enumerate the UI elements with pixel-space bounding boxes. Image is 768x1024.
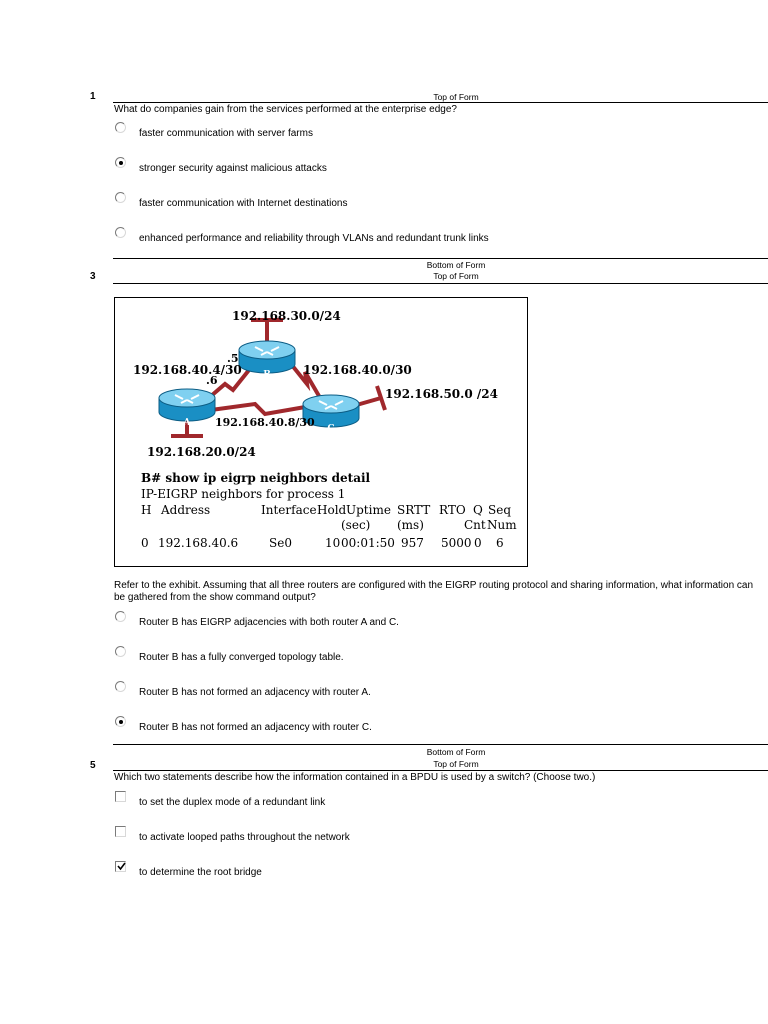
- option-label: stronger security against malicious attacks: [139, 163, 327, 174]
- router-a: [159, 389, 215, 421]
- command-line: B# show ip eigrp neighbors detail: [141, 471, 371, 485]
- exhibit-image: [114, 297, 528, 567]
- network-diagram: [115, 298, 528, 567]
- network-label: 192.168.50.0 /24: [385, 387, 498, 401]
- checkbox[interactable]: [115, 826, 126, 837]
- table-header: Q: [473, 503, 483, 517]
- table-header: Hold: [317, 503, 347, 517]
- divider: [113, 102, 768, 103]
- question-number: 3: [90, 271, 96, 282]
- table-header: Cnt: [464, 518, 486, 532]
- option-label: to determine the root bridge: [139, 867, 262, 878]
- question-number: 5: [90, 760, 96, 771]
- table-cell: 192.168.40.6: [158, 536, 239, 550]
- bottom-of-form-label: Bottom of Form: [426, 260, 486, 270]
- checkbox[interactable]: [115, 791, 126, 802]
- table-header: (sec): [341, 518, 371, 532]
- network-label: 192.168.40.8/30: [215, 416, 315, 429]
- table-cell: 0: [141, 536, 149, 550]
- network-label: 192.168.40.4/30: [133, 363, 242, 377]
- question-text: What do companies gain from the services performed at the enterprise edge?: [114, 104, 457, 115]
- radio-button-selected[interactable]: [115, 157, 126, 168]
- option-label: faster communication with Internet destinations: [139, 198, 348, 209]
- router-label: B: [263, 370, 271, 380]
- network-label: 192.168.20.0/24: [147, 445, 256, 459]
- radio-button-selected[interactable]: [115, 716, 126, 727]
- divider: [113, 283, 768, 284]
- option-label: Router B has not formed an adjacency with router C.: [139, 722, 372, 733]
- table-cell: 5000: [441, 536, 472, 550]
- table-header: H: [141, 503, 152, 517]
- table-header: Uptime: [346, 503, 391, 517]
- question-text: Refer to the exhibit. Assuming that all three routers are configured with the EIGRP routing protocol and sharing information, what information can be gathered from the show command output?: [114, 580, 754, 603]
- divider: [113, 770, 768, 771]
- divider: [113, 744, 768, 745]
- table-header: RTO: [439, 503, 466, 517]
- table-header: Address: [161, 503, 211, 517]
- table-header: Interface: [261, 503, 317, 517]
- checkbox-checked[interactable]: [115, 861, 126, 872]
- router-b: [239, 341, 295, 373]
- table-header: SRTT: [397, 503, 431, 517]
- checkmark-icon: [117, 862, 126, 871]
- table-header: Num: [487, 518, 517, 532]
- top-of-form-label: Top of Form: [433, 92, 479, 102]
- option-label: enhanced performance and reliability through VLANs and redundant trunk links: [139, 233, 489, 244]
- host-label: .5: [227, 352, 239, 365]
- network-label: 192.168.30.0/24: [232, 309, 341, 323]
- option-label: faster communication with server farms: [139, 128, 313, 139]
- table-cell: 00:01:50: [341, 536, 395, 550]
- table-cell: 6: [496, 536, 504, 550]
- table-cell: 0: [474, 536, 482, 550]
- serial-link-ac: [211, 404, 311, 414]
- table-cell: Se0: [269, 536, 292, 550]
- process-line: IP-EIGRP neighbors for process 1: [141, 487, 346, 501]
- table-header: (ms): [397, 518, 424, 532]
- network-label: 192.168.40.0/30: [303, 363, 412, 377]
- divider: [113, 258, 768, 259]
- radio-button[interactable]: [115, 192, 126, 203]
- bottom-of-form-label: Bottom of Form: [426, 747, 486, 757]
- radio-button[interactable]: [115, 122, 126, 133]
- radio-button[interactable]: [115, 646, 126, 657]
- option-label: Router B has EIGRP adjacencies with both router A and C.: [139, 617, 399, 628]
- top-of-form-label: Top of Form: [433, 271, 479, 281]
- top-of-form-label: Top of Form: [433, 759, 479, 769]
- router-label: C: [327, 424, 335, 434]
- radio-button[interactable]: [115, 227, 126, 238]
- table-header: Seq: [488, 503, 512, 517]
- question-text: Which two statements describe how the information contained in a BPDU is used by a switch? (Choose two.): [114, 772, 596, 783]
- option-label: Router B has not formed an adjacency with router A.: [139, 687, 371, 698]
- option-label: to set the duplex mode of a redundant link: [139, 797, 326, 808]
- host-label: .6: [206, 374, 218, 387]
- question-number: 1: [90, 91, 96, 102]
- table-cell: 10: [325, 536, 341, 550]
- option-label: to activate looped paths throughout the network: [139, 832, 350, 843]
- option-label: Router B has a fully converged topology table.: [139, 652, 344, 663]
- router-label: A: [183, 418, 191, 428]
- radio-button[interactable]: [115, 681, 126, 692]
- table-cell: 957: [401, 536, 424, 550]
- radio-button[interactable]: [115, 611, 126, 622]
